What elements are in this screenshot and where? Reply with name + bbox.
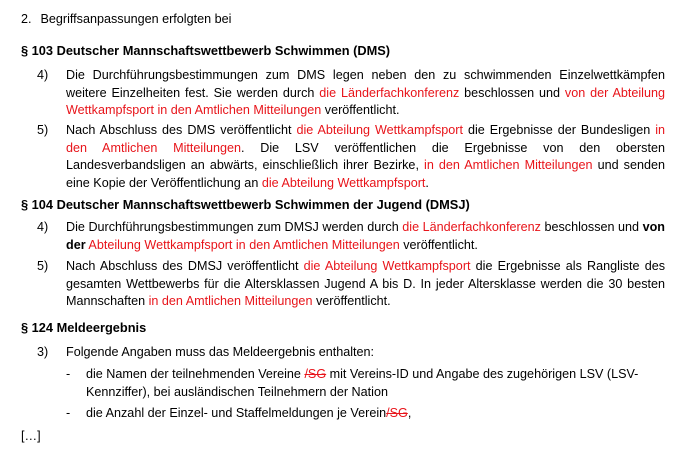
text-run: Die Durchführungsbestimmungen zum DMSJ werden durch [66, 220, 403, 234]
intro-line [21, 12, 231, 26]
intro-number: 2. [21, 12, 32, 26]
section-103-heading: § 103 Deutscher Mannschaftswettbewerb Schwimmen (DMS) [21, 43, 391, 58]
text-run: mit Vereins-ID und Angabe des zugehörigen LSV (LSV-Kennziffer), bei ausländischen Teilnehmern der Nation [86, 367, 639, 399]
item-text [66, 258, 665, 311]
section-104-item-4 [37, 219, 665, 254]
amended-text: von der Abteilung Wettkampfsport in den Amtlichen Mitteilungen [66, 85, 665, 117]
text-run: . [425, 175, 429, 190]
item-number: 5) [37, 259, 49, 273]
text-run: veröffentlicht. [312, 294, 391, 308]
text-run: Die Durchführungsbestimmungen zum DMS legen neben den zu schwimmenden Einzelwettkämpfen weitere Einzelheiten fest. Sie werden durch [66, 68, 665, 100]
item-number: 4) [37, 220, 49, 234]
text-run: die Ergebnisse als Rangliste des gesamten Wettbewerbs für die Altersklassen Jugend A bis D. In jeder Altersklasse werden die 30 besten Mannschaften [66, 259, 665, 308]
amended-text: die Abteilung Wettkampfsport [296, 123, 463, 137]
text-run: . Die LSV veröffentlichen die Ergebnisse von den obersten Landesverbandsligen an abwärts, einschließlich ihrer Bezirke, [66, 140, 665, 172]
text-run: Nach Abschluss des DMSJ veröffentlicht [66, 259, 304, 273]
amended-text: die Abteilung Wettkampfsport [303, 259, 471, 273]
amended-text: die Länderfachkonferenz [402, 220, 541, 234]
amended-text: in den Amtlichen Mitteilungen [424, 158, 593, 172]
item-text [66, 344, 665, 362]
text-run: beschlossen und [459, 85, 565, 100]
bullet-text [86, 405, 666, 423]
text-run: , [407, 406, 412, 420]
amended-text: die Länderfachkonferenz [319, 85, 460, 100]
item-text [66, 67, 665, 120]
text-run: veröffentlicht. [399, 237, 478, 252]
text-run: die Anzahl der Einzel- und Staffelmeldungen je Verein [86, 406, 387, 420]
text-run: die Ergebnisse der Bundesligen [462, 123, 656, 137]
section-124-item-3 [37, 344, 665, 362]
section-103-item-5 [37, 122, 665, 192]
item-number: 3) [37, 345, 49, 359]
item-number: 5) [37, 123, 49, 137]
amended-text: in den Amtlichen Mitteilungen [148, 294, 313, 308]
item-text [66, 122, 665, 192]
intro-text: Begriffsanpassungen erfolgten bei [40, 12, 232, 26]
text-run: die Namen der teilnehmenden Vereine [86, 367, 305, 381]
bold-text: von der [66, 220, 665, 252]
ellipsis: […] [21, 429, 41, 443]
text-run: Nach Abschluss des DMS veröffentlicht [66, 123, 297, 137]
text-run: beschlossen und [540, 220, 643, 234]
deleted-text: /SG [304, 367, 327, 381]
section-124-heading: § 124 Meldeergebnis [21, 320, 147, 335]
section-104-item-5 [37, 258, 665, 311]
section-104-heading: § 104 Deutscher Mannschaftswettbewerb Schwimmen der Jugend (DMSJ) [21, 197, 470, 212]
bullet-anzahl [66, 405, 666, 423]
bullet-vereine [66, 366, 666, 401]
text-run: und senden eine Kopie der Veröffentlichung an [66, 158, 665, 190]
amended-text: in den Amtlichen Mitteilungen [66, 123, 665, 155]
text-run: veröffentlicht. [321, 103, 400, 117]
item-text [66, 219, 665, 254]
bullet-dash: - [66, 367, 71, 381]
amended-text: Abteilung Wettkampfsport in den Amtlichen Mitteilungen [88, 237, 400, 252]
bullet-text [86, 366, 666, 401]
item-number: 4) [37, 68, 49, 82]
bullet-dash: - [66, 406, 71, 420]
text-run: Folgende Angaben muss das Meldeergebnis enthalten: [66, 345, 375, 359]
deleted-text: /SG [386, 406, 408, 420]
amended-text: die Abteilung Wettkampfsport [261, 175, 426, 190]
section-103-item-4 [37, 67, 665, 120]
